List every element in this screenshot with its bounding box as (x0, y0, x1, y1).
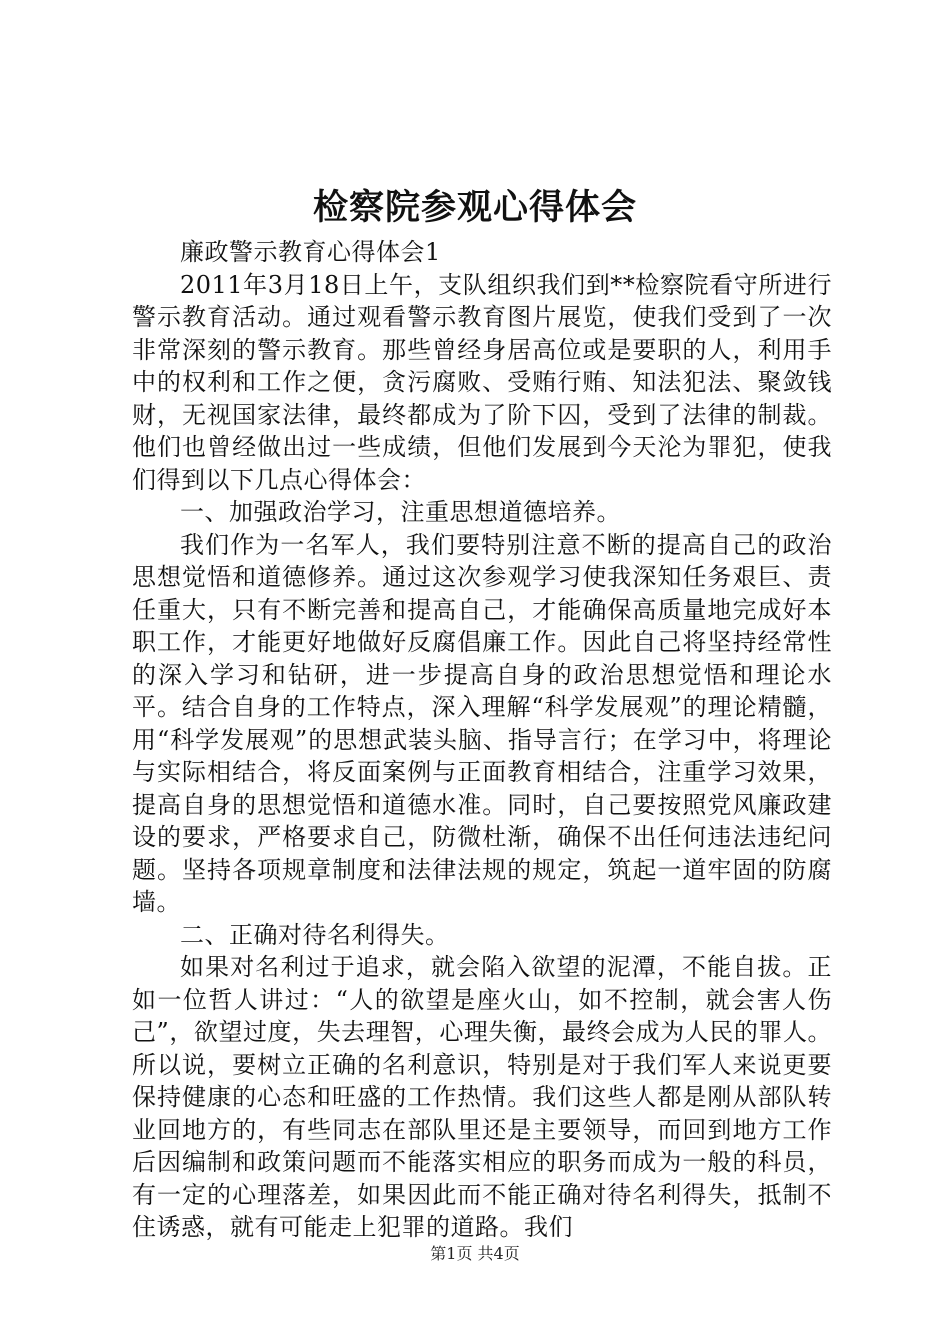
paragraph-section-1: 我们作为一名军人，我们要特别注意不断的提高自己的政治思想觉悟和道德修养。通过这次参观学习使我深知任务艰巨、责任重大，只有不断完善和提高自己，才能确保高质量地完成好本职工作，才能更好地做好反腐倡廉工作。因此自己将坚持经常性的深入学习和钻研，进一步提高自身的政治思想觉悟和理论水平。结合自身的工作特点，深入理解“科学发展观”的理论精髓，用“科学发展观”的思想武装头脑、指导言行；在学习中，将理论与实际相结合，将反面案例与正面教育相结合，注重学习效果，提高自身的思想觉悟和道德水准。同时，自己要按照党风廉政建设的要求，严格要求自己，防微杜渐，确保不出任何违法违纪问题。坚持各项规章制度和法律法规的规定，筑起一道牢固的防腐墙。 (132, 530, 832, 916)
paragraph-section-2: 如果对名利过于追求，就会陷入欲望的泥潭，不能自拔。正如一位哲人讲过：“人的欲望是座火山，如不控制，就会害人伤己”，欲望过度，失去理智，心理失衡，最终会成为人民的罪人。所以说，要树立正确的名利意识，特别是对于我们军人来说更要保持健康的心态和旺盛的工作热情。我们这些人都是刚从部队转业回地方的，有些同志在部队里还是主要领导，而回到地方工作后因编制和政策问题而不能落实相应的职务而成为一般的科员，有一定的心理落差，如果因此而不能正确对待名利得失，抵制不住诱惑，就有可能走上犯罪的道路。我们 (132, 953, 832, 1241)
document-body (132, 236, 832, 1244)
section-heading-2: 二、正确对待名利得失。 (180, 920, 450, 949)
document-title: 检察院参观心得体会 (312, 188, 637, 228)
section-heading-1: 一、加强政治学习，注重思想道德培养。 (180, 498, 621, 526)
page-footer: 第1页 共4页 (430, 1244, 520, 1263)
paragraph-subtitle: 廉政警示教育心得体会1 (180, 238, 441, 266)
paragraph-intro: 2011年3月18日上午，支队组织我们到**检察院看守所进行警示教育活动。通过观看警示教育图片展览，使我们受到了一次非常深刻的警示教育。那些曾经身居高位或是要职的人，利用手中的权利和工作之便，贪污腐败、受贿行贿、知法犯法、聚敛钱财，无视国家法律，最终都成为了阶下囚，受到了法律的制裁。他们也曾经做出过一些成绩，但他们发展到今天沦为罪犯，使我们得到以下几点心得体会： (132, 270, 832, 494)
